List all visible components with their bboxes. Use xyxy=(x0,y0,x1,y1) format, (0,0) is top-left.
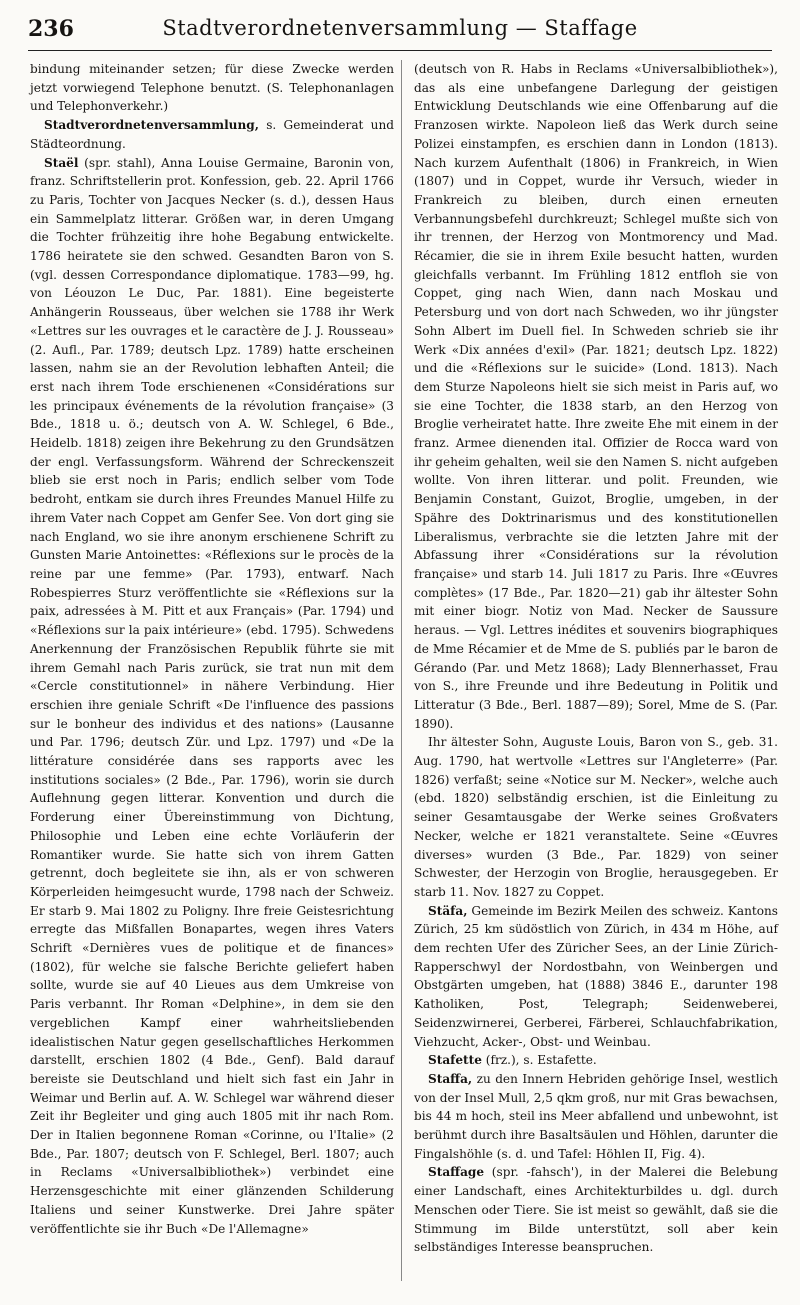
entry-body: (spr. stahl), Anna Louise Germaine, Baronin von, franz. Schriftstellerin prot. Konfession, geb. 22. April 1766 zu Paris, Tochter von Jacques Necker (s. d.), dessen Haus ein Sammelplatz litterar. Größen war, in deren Umgang die Tochter frühzeitig ihre hohe Begabung entwickelte. 1786 heiratete sie den schwed. Gesandten Baron von S. (vgl. dessen Correspondance diplomatique. 1783—99, hg. von Léouzon Le Duc, Par. 1881). Eine begeisterte Anhängerin Rousseaus, über welchen sie 1788 ihr Werk «Lettres sur les ouvrages et le caractère de J. J. Rousseau» (2. Aufl., Par. 1789; deutsch Lpz. 1789) hatte erscheinen lassen, nahm sie an der Revolution lebhaften Anteil; die erst nach ihrem Tode erschienenen «Considérations sur les principaux événements de la révolution française» (3 Bde., 1818 u. ö.; deutsch von A. W. Schlegel, 6 Bde., Heidelb. 1818) zeigen ihre Bekehrung zu den Grundsätzen der engl. Verfassungsform. Während der Schreckenszeit blieb sie erst noch in Paris; endlich selber vom Tode bedroht, entkam sie durch ihres Freundes Manuel Hilfe zu ihrem Vater nach Coppet am Genfer See. Von dort ging sie nach England, wo sie ihre anonym erschienene Schrift zu Gunsten Marie Antoinettes: «Réflexions sur le procès de la reine par une femme» (Par. 1793), entwarf. Nach Robespierres Sturz veröffentlichte sie «Réflexions sur la paix, adressées à M. Pitt et aux Français» (Par. 1794) und «Réflexions sur la paix intérieure» (ebd. 1795). Schwedens Anerkennung der Französischen Republik führte sie mit ihrem Gemahl nach Paris zurück, sie trat nun mit dem «Cercle constitutionnel» in nähere Verbindung. Hier erschien ihre geniale Schrift «De l'influence des passions sur le bonheur des individus et des nations» (Lausanne und Par. 1796; deutsch Zür. und Lpz. 1797) und «De la littérature considérée dans ses rapports avec les institutions sociales» (2 Bde., Par. 1796), worin sie durch Auflehnung gegen litterar. Konvention und durch die Forderung einer Übereinstimmung von Dichtung, Philosophie und Leben eine echte Vorläuferin der Romantiker wurde. Sie hatte sich von ihrem Gatten getrennt, doch begleitete sie ihn, als er von schweren Körperleiden heimgesucht wurde, 1798 nach der Schweiz. Er starb 9. Mai 1802 zu Poligny. Ihre freie Geistesrichtung erregte das Mißfallen Bonapartes, wegen ihres Vaters Schrift «Dernières vues de politique et de finances» (1802), für welche sie falsche Berichte geliefert haben sollte, wurde sie auf 40 Lieues aus dem Umkreise von Paris verbannt. Ihr Roman «Delphine», in dem sie den vergeblichen Kampf einer wahrheitsliebenden idealistischen Natur gegen gesellschaftliches Herkommen darstellt, erschien 1802 (4 Bde., Genf). Bald darauf bereiste sie Deutschland und hielt sich fast ein Jahr in Weimar und Berlin auf. A. W. Schlegel war während dieser Zeit ihr Begleiter und ging auch 1805 mit ihr nach Rom. Der in Italien begonnene Roman «Corinne, ou l'Italie» (2 Bde., Par. 1807; deutsch von F. Schlegel, Berl. 1807; auch in Reclams «Universalbibliothek») verbindet eine Herzensgeschichte mit einer glänzenden Schilderung Italiens und seiner Kunstwerke. Drei Jahre später veröffentlichte sie ihr Buch «De l'Allemagne» xyxy=(30,155,394,1236)
entry-body: s. Gemeinderat und Städteordnung. xyxy=(30,118,394,151)
entry-headword: Staffage xyxy=(428,1165,485,1180)
entry-auguste-louis xyxy=(414,733,778,901)
page-header xyxy=(28,16,772,50)
entry-body: (frz.), s. Estafette. xyxy=(481,1053,597,1068)
entry-body: zu den Innern Hebriden gehörige Insel, westlich von der Insel Mull, 2,5 qkm groß, nur mit Gras bewachsen, bis 44 m hoch, steil ins Meer abfallend und unbewohnt, ist berühmt durch ihre Basaltsäulen und Höhlen, darunter die Fingalshöhle (s. d. und Tafel: Höhlen II, Fig. 4). xyxy=(414,1071,778,1161)
running-head: Stadtverordnetenversammlung — Staffage xyxy=(162,16,638,40)
entry-stael xyxy=(30,154,394,1239)
entry-headword: Staël xyxy=(44,155,79,170)
entry-body: (spr. -fahsch'), in der Malerei die Belebung einer Landschaft, eines Architekturbildes u. dgl. durch Menschen oder Tiere. Sie ist meist so gewählt, daß sie die Stimmung im Bilde unterstützt, soll aber kein selbständiges Interesse beanspruchen. xyxy=(414,1165,778,1255)
entry-staefa xyxy=(414,902,778,1052)
entry-headword: Staffa, xyxy=(428,1071,473,1086)
entry-headword: Stäfa, xyxy=(428,903,468,918)
entry-continuation: bindung miteinander setzen; für diese Zwecke werden jetzt vorwiegend Telephone benutzt. (S. Telephonanlagen und Telephonverkehr.) xyxy=(30,62,394,114)
column-divider xyxy=(401,60,402,1281)
header-rule xyxy=(28,50,772,51)
entry-stadtverordnetenversammlung xyxy=(30,116,394,153)
entry-staffa xyxy=(414,1070,778,1164)
entry-stafette xyxy=(414,1051,778,1070)
entry-headword: Stafette xyxy=(428,1053,482,1068)
left-column xyxy=(30,60,394,1238)
entry-stael-continuation xyxy=(414,60,778,733)
entry-body: Ihr ältester Sohn, Auguste Louis, Baron von S., geb. 31. Aug. 1790, hat wertvolle «Lettres sur l'Angleterre» (Par. 1826) verfaßt; seine «Notice sur M. Necker», welche auch (ebd. 1820) selbständig erschien, ist die Einleitung zu seiner Gesamtausgabe der Werke seines Großvaters Necker, welche er 1821 veranstaltete. Seine «Œuvres diverses» wurden (3 Bde., Par. 1829) von seiner Schwester, der Herzogin von Broglie, herausgegeben. Er starb 11. Nov. 1827 zu Coppet. xyxy=(414,735,778,899)
entry-headword: Stadtverordnetenversammlung, xyxy=(44,118,259,133)
entry-staffage xyxy=(414,1163,778,1257)
entry-body: (deutsch von R. Habs in Reclams «Universalbibliothek»), das als eine unbefangene Darlegung der geistigen Entwicklung Deutschlands wie eine Offenbarung auf die Franzosen wirkte. Napoleon ließ das Werk durch seine Polizei einstampfen, es erschien dann in London (1813). Nach kurzem Aufenthalt (1806) in Frankreich, in Wien (1807) und in Coppet, wurde ihr Versuch, wieder in Frankreich zu bleiben, durch einen erneuten Verbannungsbefehl durchkreuzt; Schlegel mußte sich von ihr trennen, der Herzog von Montmorency und Mad. Récamier, die sie in ihrem Exile besucht hatten, wurden gleichfalls verbannt. Im Frühling 1812 entfloh sie von Coppet, ging nach Wien, dann nach Moskau und Petersburg und von dort nach Schweden, wo ihr jüngster Sohn Albert im Duell fiel. In Schweden schrieb sie ihr Werk «Dix années d'exil» (Par. 1821; deutsch Lpz. 1822) und die «Réflexions sur le suicide» (Lond. 1813). Nach dem Sturze Napoleons hielt sie sich meist in Paris auf, wo sie eine Tochter, die 1838 starb, an den Herzog von Broglie verheiratet hatte. Ihre zweite Ehe mit einem in der franz. Armee dienenden ital. Offizier de Rocca ward von ihr geheim gehalten, weil sie den Namen S. nicht aufgeben wollte. Von ihren litterar. und polit. Freunden, wie Benjamin Constant, Guizot, Broglie, umgeben, in der Spähre des Doktrinarismus und des konstitutionellen Liberalismus, verbrachte sie die letzten Jahre mit der Abfassung ihrer «Considérations sur la révolution française» und starb 14. Juli 1817 zu Paris. Ihre «Œuvres complètes» (17 Bde., Par. 1820—21) gab ihr ältester Sohn mit einer biogr. Notiz von Mad. Necker de Saussure heraus. — Vgl. Lettres inédites et souvenirs biographiques de Mme Récamier et de Mme de S. publiés par le baron de Gérando (Par. und Metz 1868); Lady Blennerhasset, Frau von S., ihre Freunde und ihre Bedeutung in Politik und Litteratur (3 Bde., Berl. 1887—89); Sorel, Mme de S. (Par. 1890). xyxy=(414,62,778,731)
entry-body: Gemeinde im Bezirk Meilen des schweiz. Kantons Zürich, 25 km südöstlich von Zürich, in 434 m Höhe, auf dem rechten Ufer des Züricher Sees, an der Linie Zürich-Rapperschwyl der Nordostbahn, von Weinbergen und Obstgärten umgeben, hat (1888) 3846 E., darunter 198 Katholiken, Post, Telegraph; Seidenweberei, Seidenzwirnerei, Gerberei, Färberei, Schlauchfabrikation, Viehzucht, Acker-, Obst- und Weinbau. xyxy=(414,903,778,1049)
right-column xyxy=(414,60,778,1257)
page-number: 236 xyxy=(28,16,74,42)
